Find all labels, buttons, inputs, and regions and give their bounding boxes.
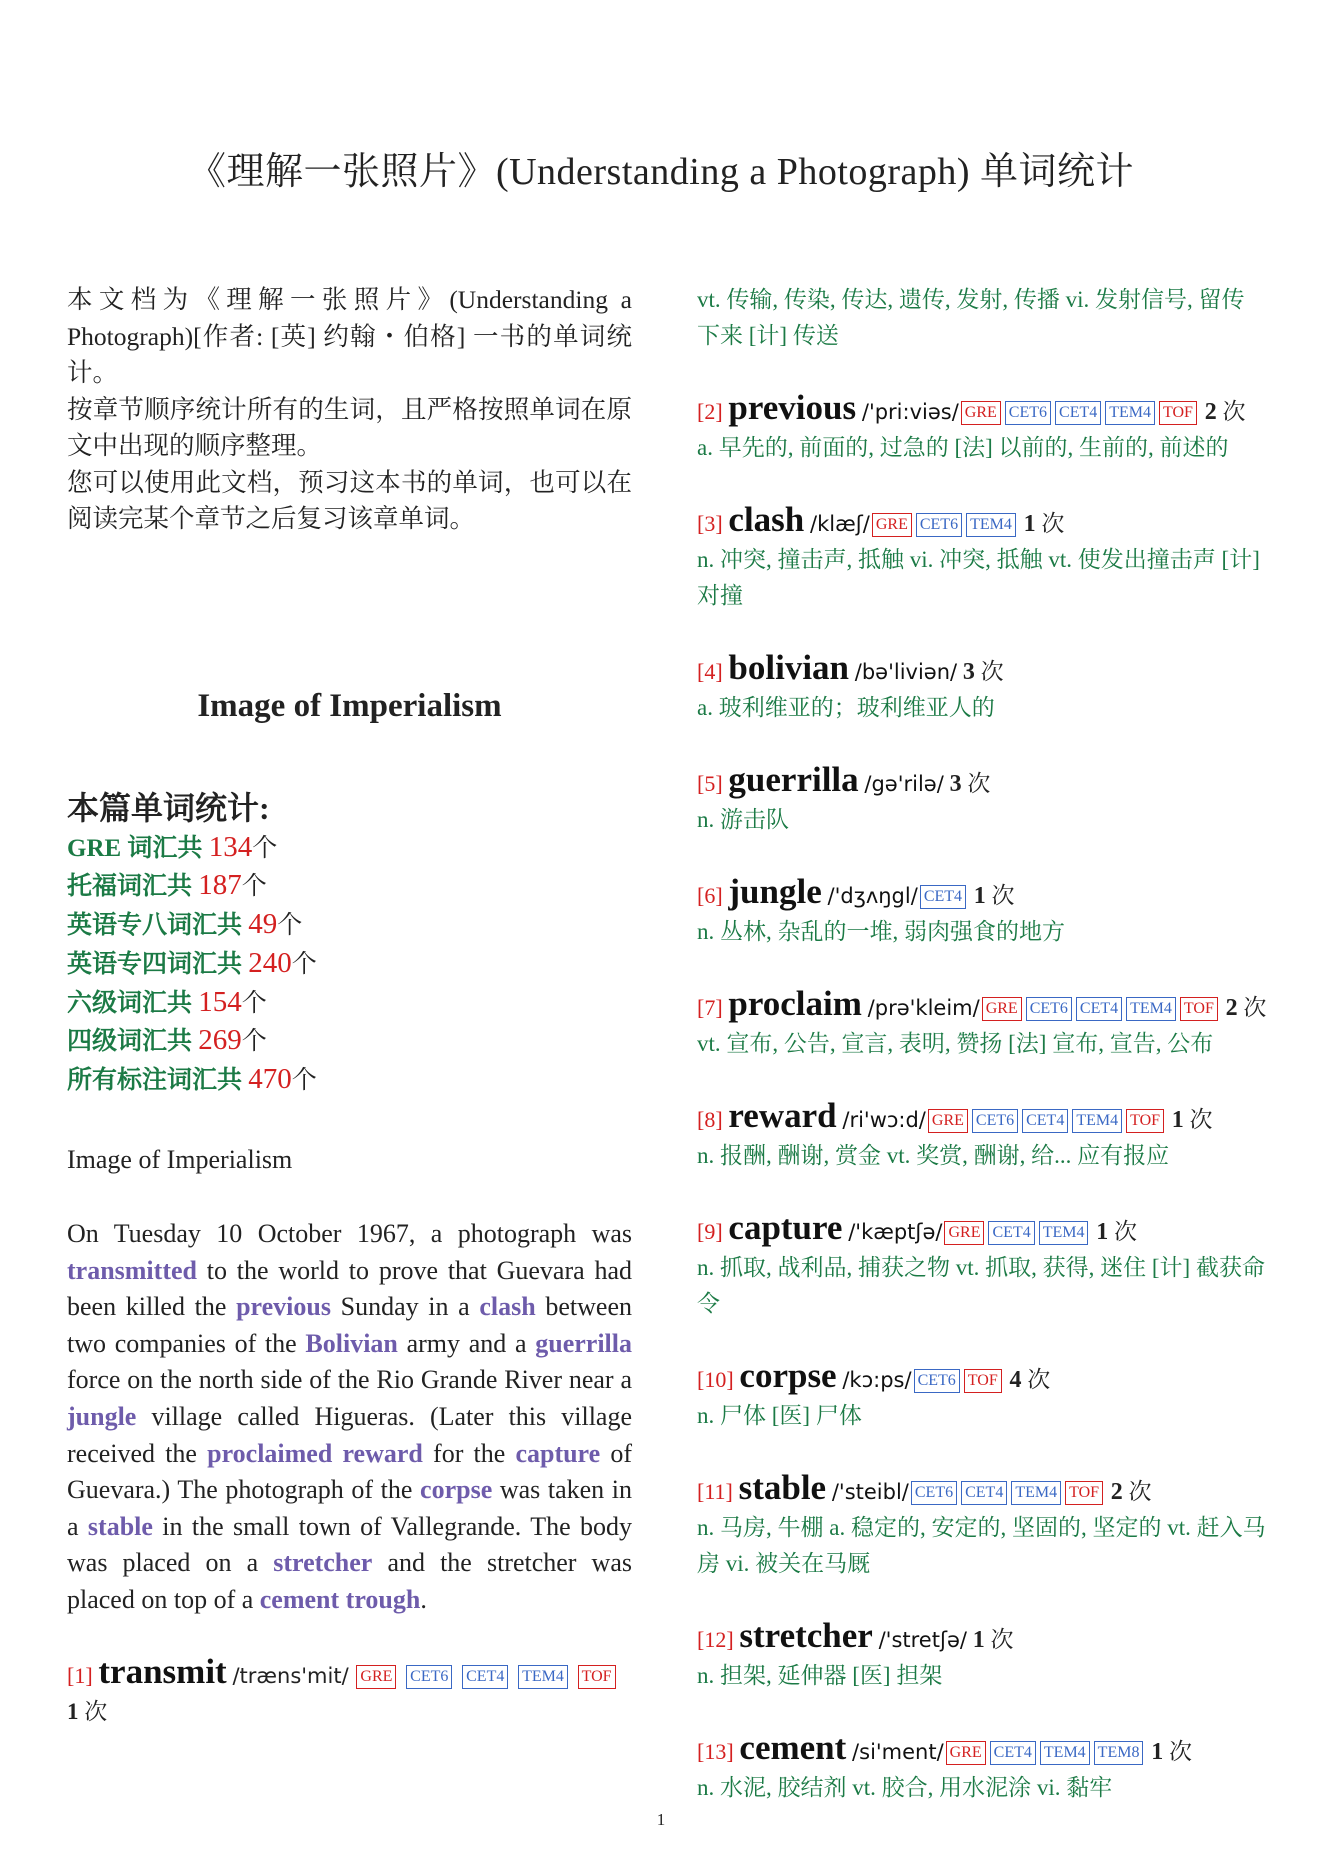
level-tag: GRE (928, 1109, 968, 1133)
entry-phonetic: /si'ment/ (852, 1740, 944, 1764)
level-tag: CET4 (1055, 401, 1101, 425)
level-tag: CET4 (961, 1481, 1007, 1505)
vocab-entry (697, 1098, 1267, 1174)
entry-definition: n. 报酬, 酬谢, 赏金 vt. 奖赏, 酬谢, 给... 应有报应 (697, 1143, 1170, 1168)
highlighted-word: guerrilla (535, 1328, 632, 1358)
entry-index: [11] (697, 1479, 733, 1504)
level-tag: TEM4 (1072, 1109, 1122, 1133)
entry-word: reward (728, 1096, 837, 1135)
entry-count (67, 1699, 107, 1724)
level-tag: CET6 (1005, 401, 1051, 425)
highlighted-word: corpse (420, 1475, 493, 1505)
passage-text: and the stretcher was placed on top of a (67, 1548, 632, 1615)
entry-count (973, 1627, 1014, 1652)
entry-phonetic: /prə'kleim/ (867, 996, 980, 1020)
count-unit: 次 (1128, 1479, 1152, 1504)
level-tag: GRE (982, 997, 1022, 1021)
entry-phonetic: /'stretʃə/ (878, 1628, 967, 1652)
vocab-entry (697, 1618, 1267, 1694)
highlighted-word: trough (345, 1585, 421, 1615)
vocab-entry (697, 874, 1267, 950)
count-unit: 次 (1027, 1367, 1051, 1392)
vocab-entry (697, 762, 1267, 838)
stat-count: 269 (198, 1024, 242, 1057)
vocab-entry (697, 502, 1267, 614)
highlighted-word: proclaimed (207, 1438, 333, 1468)
entry-tags (959, 399, 1199, 424)
entry-phonetic: /'dʒʌŋgl/ (827, 884, 918, 908)
count-unit: 次 (1041, 511, 1065, 536)
entry-word: stretcher (739, 1616, 873, 1655)
level-tag: TOF (964, 1369, 1002, 1393)
entry-tags (944, 1739, 1146, 1764)
entry-index: [6] (697, 883, 723, 908)
level-tag: GRE (961, 401, 1001, 425)
level-tag: CET6 (916, 513, 962, 537)
entry-phonetic: /kɔ:ps/ (842, 1368, 912, 1392)
entry-count (963, 659, 1004, 684)
stat-unit: 个 (291, 950, 317, 978)
entry-definition: n. 担架, 延伸器 [医] 担架 (697, 1663, 943, 1688)
entry-definition: a. 玻利维亚的；玻利维亚人的 (697, 695, 995, 720)
entry-definition: n. 马房, 牛棚 a. 稳定的, 安定的, 坚固的, 坚定的 vt. 赶入马房 vi. 被关在马厩 (697, 1515, 1266, 1576)
entry-count (1172, 1107, 1213, 1132)
entry-definition: vt. 传输, 传染, 传达, 遗传, 发射, 传播 vi. 发射信号, 留传下来 [计] 传送 (697, 287, 1245, 348)
level-tag: TEM8 (1094, 1741, 1144, 1765)
entry-phonetic: /træns'mit/ (232, 1663, 349, 1688)
count-value: 1 (1096, 1219, 1109, 1245)
stat-label: 六级词汇共 (67, 989, 193, 1017)
entry-tags (354, 1663, 617, 1688)
entry-count (1151, 1739, 1192, 1764)
entry-index: [7] (697, 995, 723, 1020)
level-tag: TOF (1065, 1481, 1103, 1505)
entry-word: bolivian (728, 648, 850, 687)
count-value: 1 (973, 883, 986, 909)
count-unit: 次 (967, 771, 991, 796)
level-tag: CET4 (1022, 1109, 1068, 1133)
level-tag: GRE (872, 513, 912, 537)
count-value: 1 (1151, 1739, 1164, 1765)
count-unit: 次 (991, 883, 1015, 908)
level-tag: CET4 (920, 885, 966, 909)
level-tag: GRE (356, 1665, 396, 1689)
vocab-entry (697, 1730, 1267, 1806)
level-tag: CET4 (1076, 997, 1122, 1021)
entry-phonetic: /gə'rilə/ (864, 772, 944, 796)
stat-unit: 个 (291, 1067, 317, 1095)
entry-definition: a. 早先的, 前面的, 过急的 [法] 以前的, 生前的, 前述的 (697, 435, 1229, 460)
stat-count: 187 (198, 869, 242, 902)
entry-index: [4] (697, 659, 723, 684)
vocab-entry (697, 1470, 1267, 1582)
stat-count: 240 (248, 946, 292, 979)
stat-label: 所有标注词汇共 (67, 1067, 243, 1095)
passage-text: village called Higueras. (Later this village received the (67, 1402, 632, 1468)
entry-tags (926, 1107, 1166, 1132)
entry-count (1226, 995, 1267, 1020)
stat-count: 470 (248, 1063, 292, 1096)
level-tag: CET6 (1026, 997, 1072, 1021)
highlighted-word: jungle (67, 1402, 137, 1432)
entry-phonetic: /'kæptʃə/ (848, 1220, 943, 1244)
entry-index: [8] (697, 1107, 723, 1132)
highlighted-word: cement (259, 1585, 340, 1615)
entry-word: corpse (739, 1356, 837, 1395)
intro (67, 282, 632, 538)
entry-tags (980, 995, 1220, 1020)
vocab-entry (697, 1358, 1267, 1434)
stat-count: 49 (248, 908, 278, 941)
entry-index: [5] (697, 771, 723, 796)
highlighted-word: clash (479, 1292, 536, 1322)
stat-label: 托福词汇共 (67, 873, 193, 901)
entry-tags (912, 1367, 1004, 1392)
entry-phonetic: /'pri:viəs/ (861, 400, 959, 424)
entry-word: jungle (728, 872, 822, 911)
highlighted-word: reward (342, 1438, 423, 1468)
entry-word: previous (728, 388, 857, 427)
entry-definition: n. 抓取, 战利品, 捕获之物 vt. 抓取, 获得, 迷住 [计] 截获命令 (697, 1255, 1265, 1316)
stat-row (67, 1022, 632, 1061)
level-tag: CET6 (972, 1109, 1018, 1133)
vocab-entry (697, 1210, 1267, 1322)
stat-label: 英语专四词汇共 (67, 950, 243, 978)
level-tag: TOF (1159, 401, 1197, 425)
page-number: 1 (656, 1810, 666, 1829)
count-value: 3 (949, 771, 962, 797)
level-tag: TEM4 (1039, 1221, 1089, 1245)
stat-unit: 个 (241, 873, 267, 901)
passage-text: of Guevara.) The photograph of the (67, 1438, 632, 1505)
count-unit: 次 (1222, 399, 1246, 424)
stat-count: 134 (208, 830, 253, 863)
level-tag: TOF (1180, 997, 1218, 1021)
passage-text: Sunday in a (330, 1292, 480, 1322)
entry-index: [9] (697, 1219, 723, 1244)
stat-row (67, 945, 632, 984)
entry-definition: n. 尸体 [医] 尸体 (697, 1403, 862, 1428)
stat-unit: 个 (241, 989, 267, 1017)
entry-word: capture (728, 1208, 843, 1247)
entry-tags (918, 883, 968, 908)
level-tag: GRE (944, 1221, 984, 1245)
entry-word: proclaim (728, 984, 862, 1023)
level-tag: TEM4 (1040, 1741, 1090, 1765)
entry-definition: vt. 宣布, 公告, 宣言, 表明, 赞扬 [法] 宣布, 宣告, 公布 (697, 1031, 1214, 1056)
entry-count (1096, 1219, 1137, 1244)
entry-word: guerrilla (728, 760, 859, 799)
count-value: 1 (972, 1627, 985, 1653)
passage-text: was taken in a (67, 1475, 633, 1541)
section-title: Image of Imperialism (197, 687, 502, 724)
entry-index: [13] (697, 1739, 734, 1764)
count-unit: 次 (1113, 1219, 1137, 1244)
stat-unit: 个 (241, 1028, 267, 1056)
entry-count (974, 883, 1015, 908)
entry-definition: n. 冲突, 撞击声, 抵触 vi. 冲突, 抵触 vt. 使发出撞击声 [计] 对撞 (697, 547, 1260, 608)
level-tag: CET4 (988, 1221, 1034, 1245)
level-tag: CET6 (914, 1369, 960, 1393)
vocab-entry (67, 1651, 632, 1730)
count-value: 1 (67, 1698, 79, 1724)
vocab-entry (697, 986, 1267, 1062)
passage-text: On Tuesday 10 October 1967, a photograph was (67, 1219, 632, 1249)
entry-count (1205, 399, 1246, 424)
stat-label: 四级词汇共 (67, 1028, 193, 1056)
entry-index: [10] (697, 1367, 734, 1392)
count-unit: 次 (1189, 1107, 1213, 1132)
passage-text: for the (422, 1438, 516, 1468)
count-value: 2 (1110, 1479, 1123, 1505)
count-unit: 次 (980, 659, 1004, 684)
entry-index: [1] (67, 1662, 93, 1688)
entry-index: [3] (697, 511, 723, 536)
entry-tags (870, 511, 1018, 536)
highlighted-word: stable (87, 1511, 153, 1541)
passage-text: force on the north side of the Rio Grande River near a (67, 1365, 632, 1395)
count-unit: 次 (1243, 995, 1267, 1020)
count-value: 2 (1225, 995, 1238, 1021)
stat-row (67, 867, 632, 906)
count-unit: 次 (84, 1698, 108, 1724)
stat-count: 154 (198, 985, 242, 1018)
stat-row (67, 984, 632, 1023)
stats-list (67, 829, 632, 1101)
left-column (67, 282, 632, 1730)
stat-label: GRE 词汇共 (67, 834, 203, 862)
page-title: 《理解一张照片》(Understanding a Photograph) 单词统计 (187, 151, 1135, 193)
level-tag: CET6 (911, 1481, 957, 1505)
entry-phonetic: /'steibl/ (831, 1480, 909, 1504)
entry-count (1111, 1479, 1152, 1504)
level-tag: TOF (578, 1665, 616, 1689)
level-tag: TOF (1126, 1109, 1164, 1133)
entry-index: [2] (697, 399, 723, 424)
entry-index: [12] (697, 1627, 734, 1652)
entry-count (950, 771, 991, 796)
highlighted-word: previous (236, 1292, 331, 1322)
count-value: 1 (1171, 1107, 1184, 1133)
count-value: 3 (962, 659, 975, 685)
stat-row (67, 1061, 632, 1100)
stat-row (67, 829, 632, 868)
count-value: 1 (1023, 511, 1036, 537)
entry-word: clash (728, 500, 805, 539)
entry-count (1024, 511, 1065, 536)
entry-word: stable (738, 1468, 827, 1507)
entry-word: cement (739, 1728, 847, 1767)
stat-unit: 个 (252, 834, 278, 862)
highlighted-word: stretcher (273, 1548, 373, 1578)
entry-definition: n. 水泥, 胶结剂 vt. 胶合, 用水泥涂 vi. 黏牢 (697, 1775, 1113, 1800)
passage-text: army and a (397, 1328, 536, 1358)
stat-label: 英语专八词汇共 (67, 912, 243, 940)
intro-line: 本文档为《理解一张照片》(Understanding a Photograph)[作者: [英] 约翰・伯格] 一书的单词统计。 (67, 285, 632, 387)
passage-text: to the world to prove that Guevara had been killed the (67, 1255, 632, 1322)
entry-definition: n. 丛林, 杂乱的一堆, 弱肉强食的地方 (697, 919, 1065, 944)
passage-text: between two companies of the (67, 1292, 633, 1358)
entry-word: transmit (98, 1651, 227, 1691)
stat-row (67, 906, 632, 945)
level-tag: CET4 (462, 1665, 508, 1689)
count-unit: 次 (990, 1627, 1014, 1652)
level-tag: CET4 (990, 1741, 1036, 1765)
highlighted-word: transmitted (67, 1255, 197, 1285)
vocab-entry (697, 390, 1267, 466)
count-value: 2 (1204, 399, 1217, 425)
level-tag: TEM4 (1126, 997, 1176, 1021)
entry-phonetic: /bə'liviən/ (854, 660, 958, 684)
entry-phonetic: /ri'wɔ:d/ (842, 1108, 926, 1132)
vocab-entry (697, 650, 1267, 726)
entry-tags (909, 1479, 1105, 1504)
entry-definition: n. 游击队 (697, 807, 789, 832)
level-tag: GRE (946, 1741, 986, 1765)
passage-text: in the small town of Vallegrande. The body was placed on a (67, 1511, 632, 1578)
level-tag: TEM4 (518, 1665, 568, 1689)
level-tag: TEM4 (1011, 1481, 1061, 1505)
highlighted-word: Bolivian (305, 1328, 398, 1358)
stats-heading: 本篇单词统计: (67, 789, 270, 826)
count-value: 4 (1009, 1367, 1022, 1393)
chapter-subtitle: Image of Imperialism (67, 1145, 293, 1175)
stat-unit: 个 (277, 912, 303, 940)
entry-count (1009, 1367, 1050, 1392)
right-column (697, 282, 1267, 1842)
intro-line: 您可以使用此文档，预习这本书的单词，也可以在阅读完某个章节之后复习该章单词。 (67, 467, 632, 533)
level-tag: TEM4 (966, 513, 1016, 537)
intro-line: 按章节顺序统计所有的生词，且严格按照单词在原文中出现的顺序整理。 (67, 394, 632, 460)
entry-phonetic: /klæʃ/ (810, 512, 870, 536)
vocab-entry-list (697, 390, 1267, 1806)
passage-text (332, 1439, 342, 1468)
count-unit: 次 (1168, 1739, 1192, 1764)
highlighted-word: capture (515, 1438, 601, 1468)
passage (67, 1216, 632, 1619)
level-tag: CET6 (406, 1665, 452, 1689)
level-tag: TEM4 (1105, 401, 1155, 425)
passage-text: . (420, 1585, 427, 1615)
entry-tags (942, 1219, 1090, 1244)
